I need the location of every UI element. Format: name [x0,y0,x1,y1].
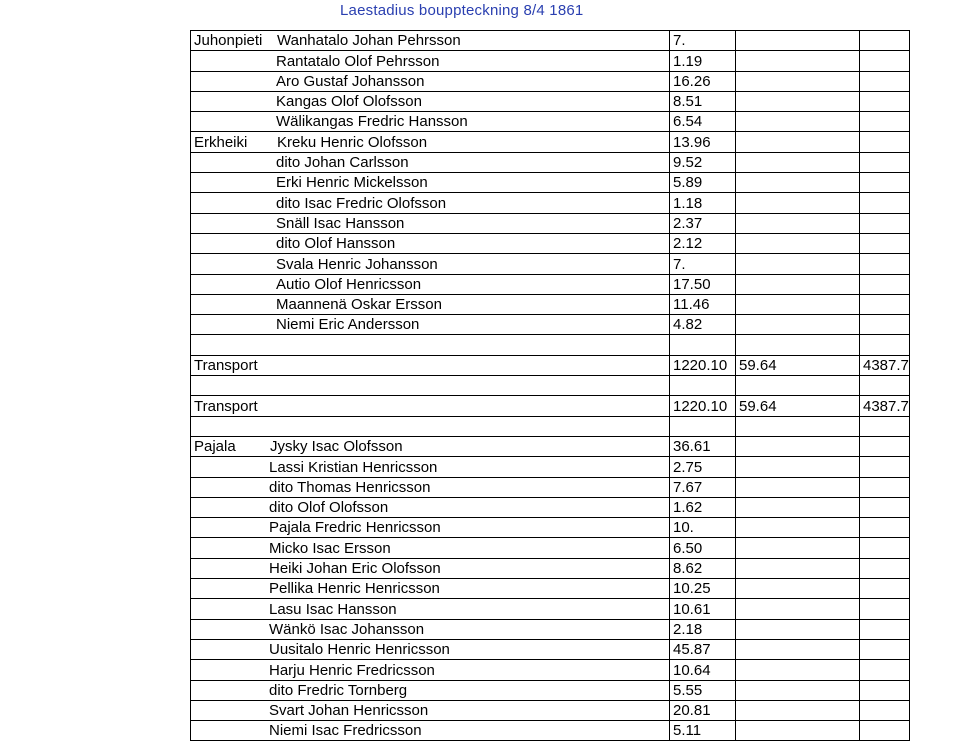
subtotal-cell [736,518,860,538]
blank-row [191,376,910,396]
subtotal-cell [736,721,860,741]
name-cell: dito Fredric Tornberg [191,680,670,700]
name-cell [191,416,670,436]
table-row [191,91,910,111]
total-cell [860,31,910,51]
subtotal-cell [736,254,860,274]
subtotal-cell [736,335,860,355]
amount-cell: 20.81 [670,700,736,720]
table-row [191,193,910,213]
subtotal-cell [736,274,860,294]
total-cell [860,436,910,456]
table-row [191,31,910,51]
subtotal-cell [736,436,860,456]
subtotal-cell [736,233,860,253]
total-cell: 4387.7 [860,355,910,375]
amount-cell: 2.75 [670,457,736,477]
total-cell [860,477,910,497]
amount-cell: 2.37 [670,213,736,233]
amount-cell: 10.61 [670,599,736,619]
total-cell [860,721,910,741]
total-cell [860,416,910,436]
table-row [191,518,910,538]
total-cell [860,112,910,132]
name-cell: dito Thomas Henricsson [191,477,670,497]
name-cell: Lasu Isac Hansson [191,599,670,619]
table-row [191,700,910,720]
name-cell: Lassi Kristian Henricsson [191,457,670,477]
place-name: Transport [194,357,258,375]
total-cell [860,294,910,314]
amount-cell: 5.55 [670,680,736,700]
person-name: Jysky Isac Olofsson [270,438,403,456]
amount-cell: 7. [670,254,736,274]
inventory-table-body [191,31,910,741]
place-cell [191,132,670,152]
total-cell [860,51,910,71]
subtotal-cell [736,51,860,71]
name-cell: Svart Johan Henricsson [191,700,670,720]
total-cell [860,579,910,599]
table-row [191,152,910,172]
total-cell [860,639,910,659]
subtotal-cell [736,91,860,111]
table-row [191,477,910,497]
place-name: Juhonpieti [194,32,263,50]
total-cell [860,91,910,111]
subtotal-cell [736,416,860,436]
total-cell [860,213,910,233]
name-cell: dito Olof Hansson [191,233,670,253]
amount-cell: 1220.10 [670,396,736,416]
table-row [191,660,910,680]
subtotal-cell [736,31,860,51]
subtotal-cell [736,376,860,396]
transport-row [191,396,910,416]
total-cell [860,132,910,152]
amount-cell: 1220.10 [670,355,736,375]
blank-row [191,416,910,436]
amount-cell: 10.64 [670,660,736,680]
subtotal-cell [736,71,860,91]
table-row [191,619,910,639]
table-row [191,538,910,558]
inventory-table [190,30,910,741]
total-cell [860,152,910,172]
total-cell [860,680,910,700]
subtotal-cell [736,599,860,619]
subtotal-cell [736,497,860,517]
amount-cell: 13.96 [670,132,736,152]
total-cell [860,254,910,274]
table-row [191,213,910,233]
amount-cell: 16.26 [670,71,736,91]
place-cell [191,355,670,375]
subtotal-cell [736,619,860,639]
name-cell [191,335,670,355]
amount-cell: 7. [670,31,736,51]
name-cell: Snäll Isac Hansson [191,213,670,233]
total-cell [860,71,910,91]
table-row [191,457,910,477]
name-cell: Heiki Johan Eric Olofsson [191,558,670,578]
subtotal-cell [736,193,860,213]
name-cell: Uusitalo Henric Henricsson [191,639,670,659]
total-cell: 4387.7 [860,396,910,416]
subtotal-cell [736,132,860,152]
total-cell [860,660,910,680]
total-cell [860,315,910,335]
place-cell [191,396,670,416]
transport-row [191,355,910,375]
table-row [191,436,910,456]
table-row [191,274,910,294]
table-row [191,721,910,741]
subtotal-cell [736,538,860,558]
name-cell [191,376,670,396]
amount-cell [670,376,736,396]
name-cell: Pellika Henric Henricsson [191,579,670,599]
total-cell [860,274,910,294]
subtotal-cell [736,213,860,233]
blank-row [191,335,910,355]
place-name: Erkheiki [194,133,248,151]
name-cell: Wälikangas Fredric Hansson [191,112,670,132]
place-cell [191,31,670,51]
total-cell [860,619,910,639]
amount-cell: 8.51 [670,91,736,111]
amount-cell: 7.67 [670,477,736,497]
total-cell [860,173,910,193]
amount-cell: 4.82 [670,315,736,335]
subtotal-cell [736,558,860,578]
amount-cell: 10.25 [670,579,736,599]
total-cell [860,335,910,355]
name-cell: Svala Henric Johansson [191,254,670,274]
total-cell [860,376,910,396]
subtotal-cell [736,294,860,314]
table-row [191,294,910,314]
subtotal-cell [736,315,860,335]
amount-cell [670,335,736,355]
table-row [191,579,910,599]
document-title: Laestadius bouppteckning 8/4 1861 [340,2,584,19]
name-cell: Rantatalo Olof Pehrsson [191,51,670,71]
amount-cell: 11.46 [670,294,736,314]
amount-cell: 9.52 [670,152,736,172]
name-cell: Aro Gustaf Johansson [191,71,670,91]
place-cell [191,436,670,456]
total-cell [860,518,910,538]
subtotal-cell: 59.64 [736,355,860,375]
total-cell [860,193,910,213]
name-cell: dito Isac Fredric Olofsson [191,193,670,213]
amount-cell: 2.12 [670,233,736,253]
amount-cell: 6.50 [670,538,736,558]
amount-cell: 36.61 [670,436,736,456]
subtotal-cell [736,112,860,132]
name-cell: Kangas Olof Olofsson [191,91,670,111]
table-row [191,639,910,659]
subtotal-cell [736,700,860,720]
table-row [191,51,910,71]
name-cell: dito Olof Olofsson [191,497,670,517]
total-cell [860,700,910,720]
total-cell [860,457,910,477]
amount-cell: 1.19 [670,51,736,71]
table-row [191,599,910,619]
amount-cell: 1.18 [670,193,736,213]
place-name: Pajala [194,438,236,456]
table-row [191,558,910,578]
subtotal-cell [736,680,860,700]
subtotal-cell [736,457,860,477]
subtotal-cell: 59.64 [736,396,860,416]
amount-cell: 10. [670,518,736,538]
name-cell: Niemi Eric Andersson [191,315,670,335]
place-name: Transport [194,397,258,415]
total-cell [860,558,910,578]
amount-cell: 5.89 [670,173,736,193]
table-row [191,71,910,91]
table-row [191,132,910,152]
amount-cell: 45.87 [670,639,736,659]
table-row [191,254,910,274]
amount-cell: 5.11 [670,721,736,741]
name-cell: Erki Henric Mickelsson [191,173,670,193]
name-cell: Wänkö Isac Johansson [191,619,670,639]
table-row [191,112,910,132]
name-cell: Pajala Fredric Henricsson [191,518,670,538]
table-row [191,680,910,700]
table-row [191,315,910,335]
name-cell: dito Johan Carlsson [191,152,670,172]
name-cell: Maannenä Oskar Ersson [191,294,670,314]
person-name: Kreku Henric Olofsson [277,133,428,151]
subtotal-cell [736,477,860,497]
subtotal-cell [736,660,860,680]
amount-cell: 1.62 [670,497,736,517]
table-row [191,497,910,517]
table-row [191,233,910,253]
total-cell [860,599,910,619]
subtotal-cell [736,579,860,599]
table-row [191,173,910,193]
name-cell: Niemi Isac Fredricsson [191,721,670,741]
name-cell: Autio Olof Henricsson [191,274,670,294]
subtotal-cell [736,173,860,193]
total-cell [860,233,910,253]
amount-cell: 17.50 [670,274,736,294]
amount-cell: 8.62 [670,558,736,578]
amount-cell: 2.18 [670,619,736,639]
subtotal-cell [736,639,860,659]
total-cell [860,497,910,517]
amount-cell: 6.54 [670,112,736,132]
name-cell: Micko Isac Ersson [191,538,670,558]
person-name: Wanhatalo Johan Pehrsson [277,32,461,50]
amount-cell [670,416,736,436]
total-cell [860,538,910,558]
name-cell: Harju Henric Fredricsson [191,660,670,680]
subtotal-cell [736,152,860,172]
